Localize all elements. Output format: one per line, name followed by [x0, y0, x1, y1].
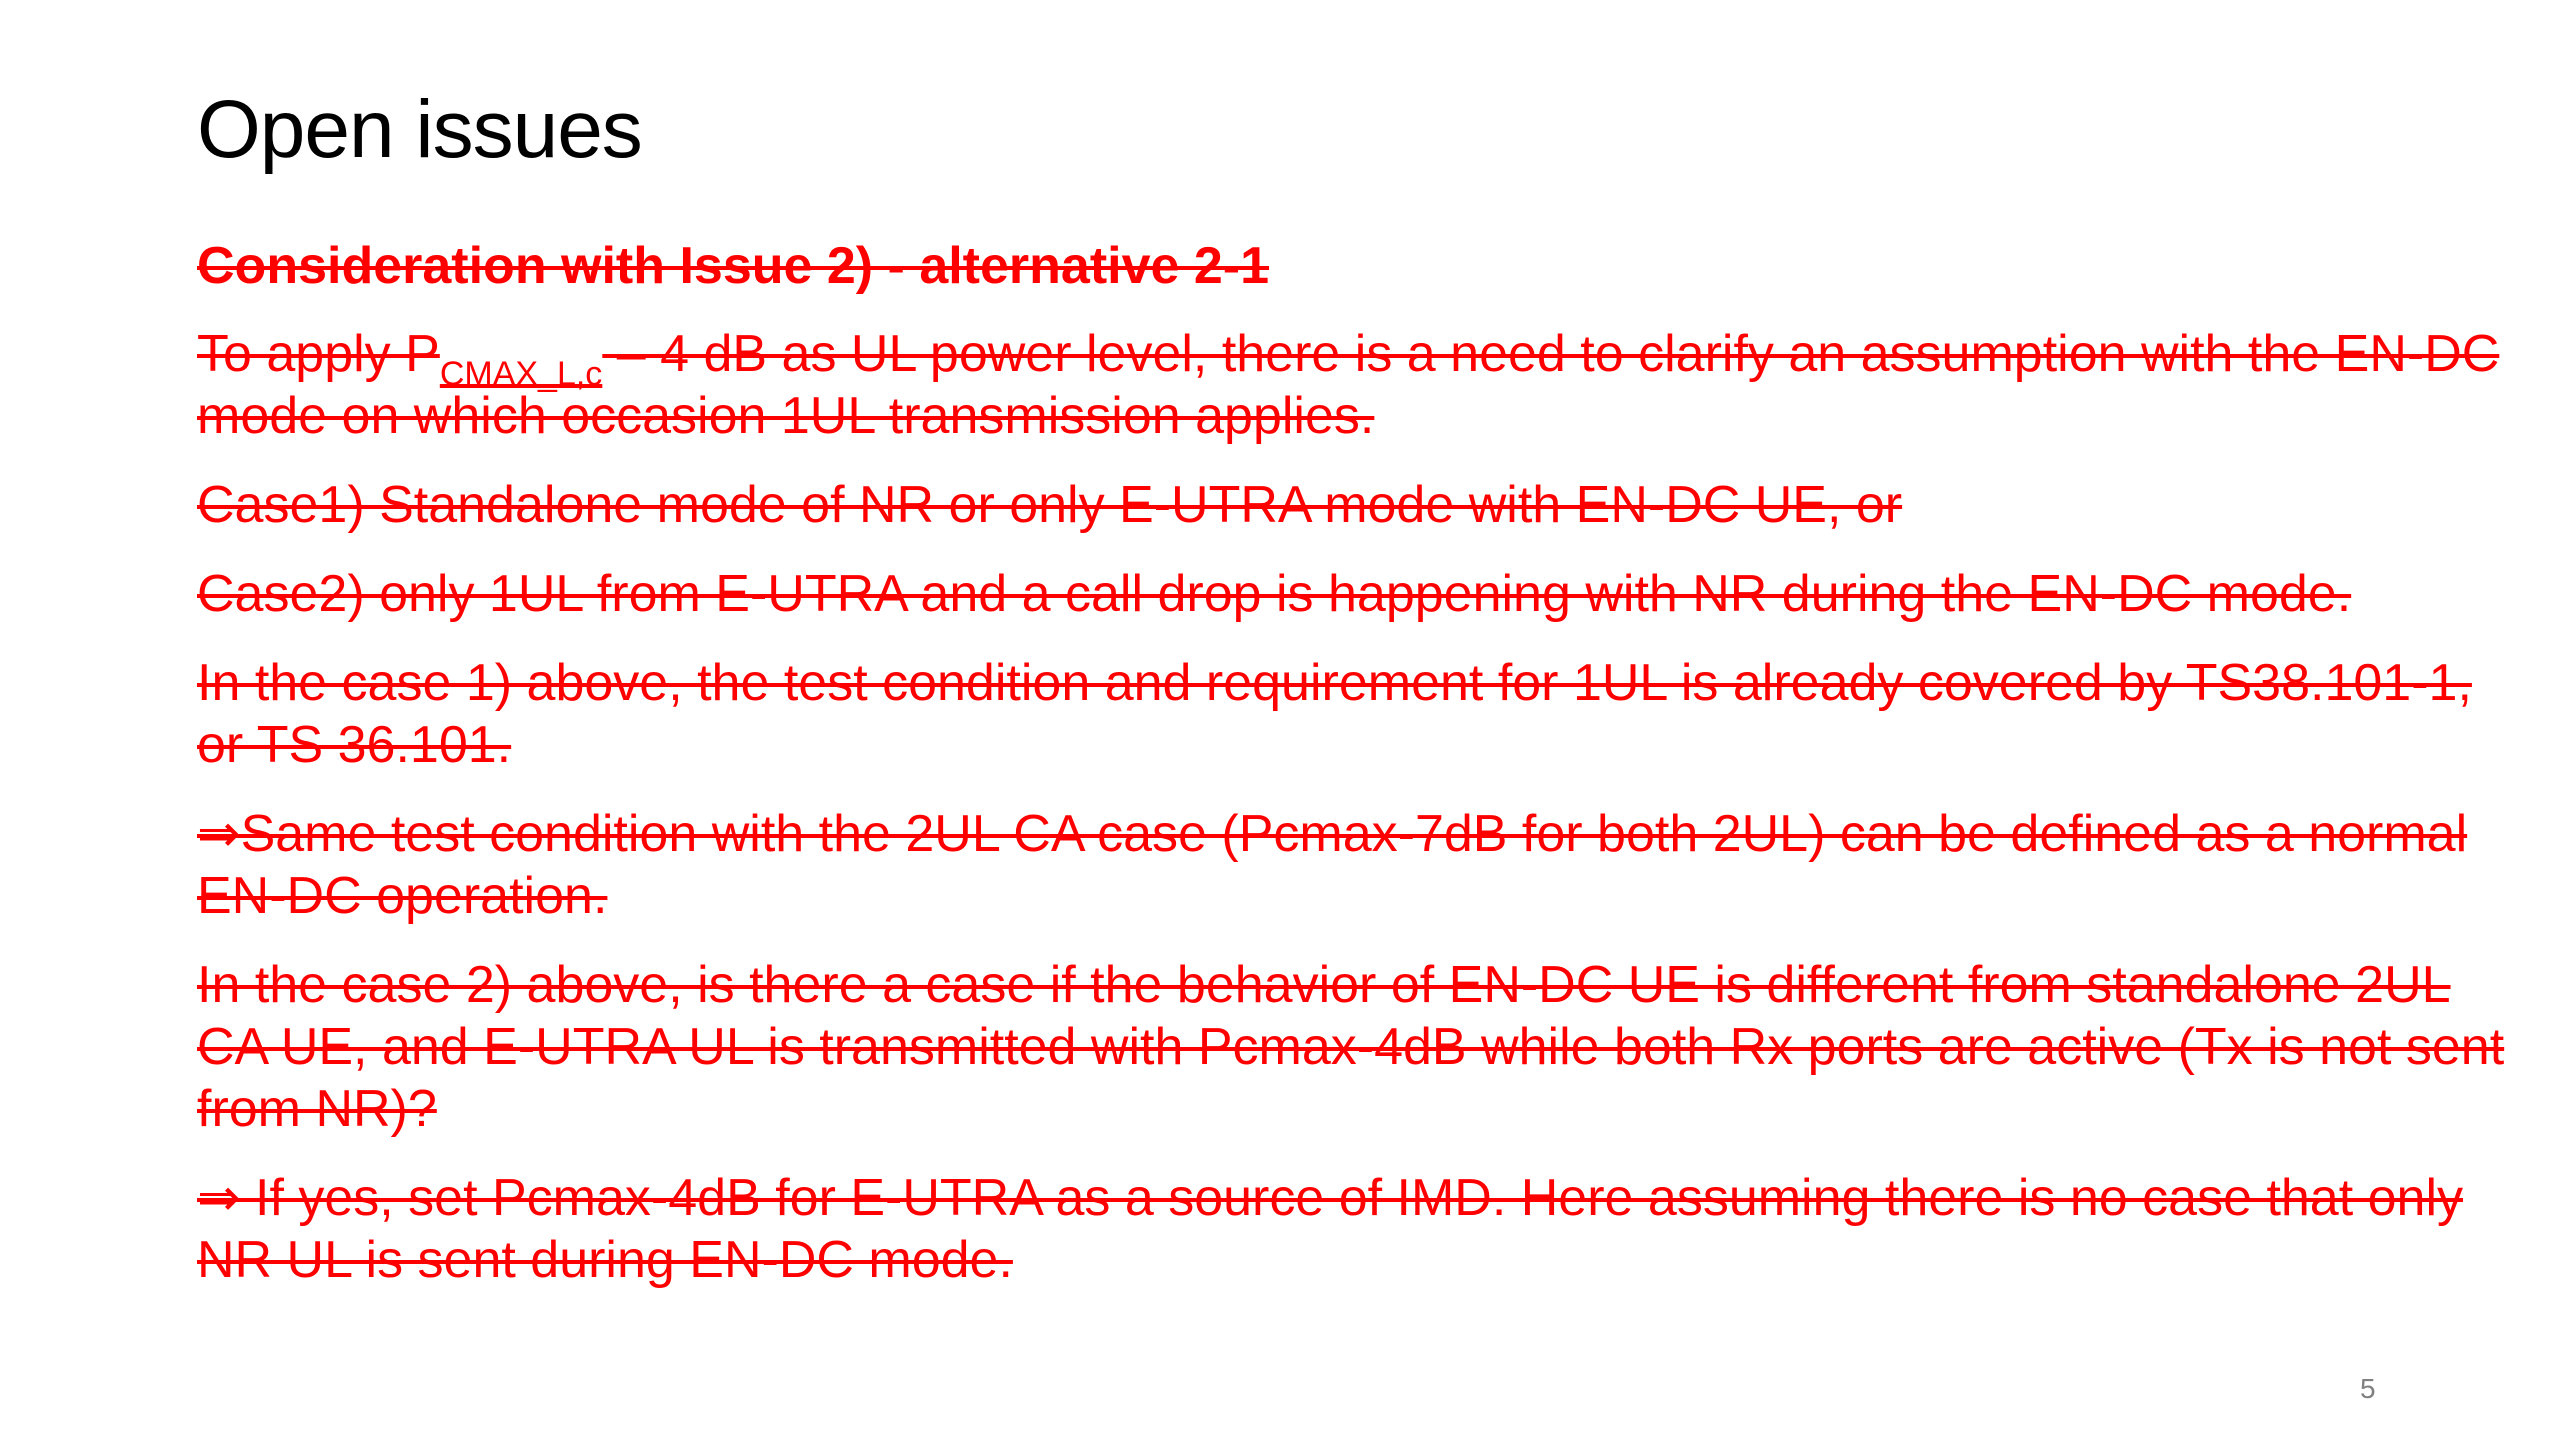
slide-title: Open issues — [197, 84, 642, 175]
case1-note-paragraph: In the case 1) above, the test condition and requirement for 1UL is already covered by TS38.101-1, or TS 36.101. — [197, 654, 2472, 774]
page-number: 5 — [2360, 1373, 2376, 1404]
case2-conclusion-paragraph: ⇒ If yes, set Pcmax-4dB for E-UTRA as a source of IMD. Here assuming there is no case that only NR UL is sent during EN-DC mode. — [197, 1169, 2464, 1289]
case2-note-paragraph: In the case 2) above, is there a case if the behavior of EN-DC UE is different from standalone 2UL CA UE, and E-UTRA UL is transmitted with Pcmax-4dB while both Rx ports are active (Tx is not sent from NR)? — [197, 956, 2505, 1138]
power-level-suffix: – 4 dB as UL power level, there is a need to clarify an assumption with the EN-DC mode on which occasion 1UL transmission applies. — [197, 325, 2500, 445]
power-level-prefix: To apply P — [197, 325, 440, 383]
case2-paragraph: Case2) only 1UL from E-UTRA and a call drop is happening with NR during the EN-DC mode. — [197, 565, 2352, 623]
slide-body — [197, 235, 2527, 1318]
case1-paragraph: Case1) Standalone mode of NR or only E-UTRA mode with EN-DC UE, or — [197, 476, 1903, 534]
case1-conclusion-paragraph: ⇒Same test condition with the 2UL CA case (Pcmax-7dB for both 2UL) can be defined as a normal EN-DC operation. — [197, 805, 2468, 925]
power-level-subscript: CMAX_L,c — [439, 355, 603, 393]
power-level-paragraph — [197, 323, 2527, 447]
issue-heading: Consideration with Issue 2) - alternative 2-1 — [197, 237, 1270, 295]
